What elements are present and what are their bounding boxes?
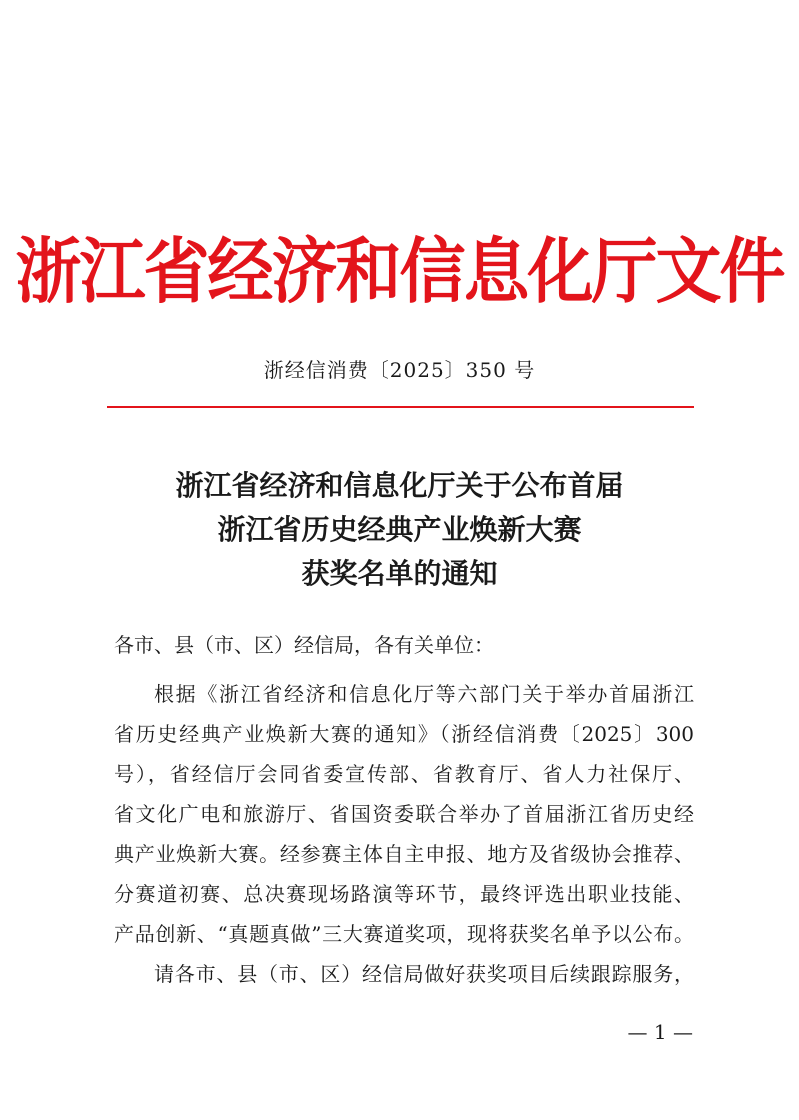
body-line: 产品创新、“真题真做”三大赛道奖项，现将获奖名单予以公布。	[114, 922, 694, 946]
page-number: — 1 —	[627, 1020, 693, 1044]
body-line: 请各市、县（市、区）经信局做好获奖项目后续跟踪服务，	[154, 962, 694, 986]
document-number: 浙经信消费〔2025〕350 号	[263, 358, 536, 382]
body-line: 省文化广电和旅游厅、省国资委联合举办了首届浙江省历史经	[114, 802, 694, 826]
document-header-title: 浙江省经济和信息化厅文件	[15, 229, 784, 314]
salutation: 各市、县（市、区）经信局，各有关单位：	[114, 633, 494, 657]
body-line: 号），省经信厅会同省委宣传部、省教育厅、省人力社保厅、	[114, 762, 694, 786]
body-line: 典产业焕新大赛。经参赛主体自主申报、地方及省级协会推荐、	[114, 842, 694, 866]
body-line: 分赛道初赛、总决赛现场路演等环节，最终评选出职业技能、	[114, 882, 694, 906]
body-line: 省历史经典产业焕新大赛的通知》（浙经信消费〔2025〕300	[114, 722, 694, 746]
notice-title-line: 浙江省经济和信息化厅关于公布首届	[175, 469, 624, 502]
red-divider-line	[107, 406, 694, 408]
notice-title	[0, 464, 799, 596]
body-line: 根据《浙江省经济和信息化厅等六部门关于举办首届浙江	[154, 682, 694, 706]
body-text	[114, 674, 694, 994]
notice-title-line: 获奖名单的通知	[301, 557, 498, 590]
notice-title-line: 浙江省历史经典产业焕新大赛	[217, 513, 582, 546]
